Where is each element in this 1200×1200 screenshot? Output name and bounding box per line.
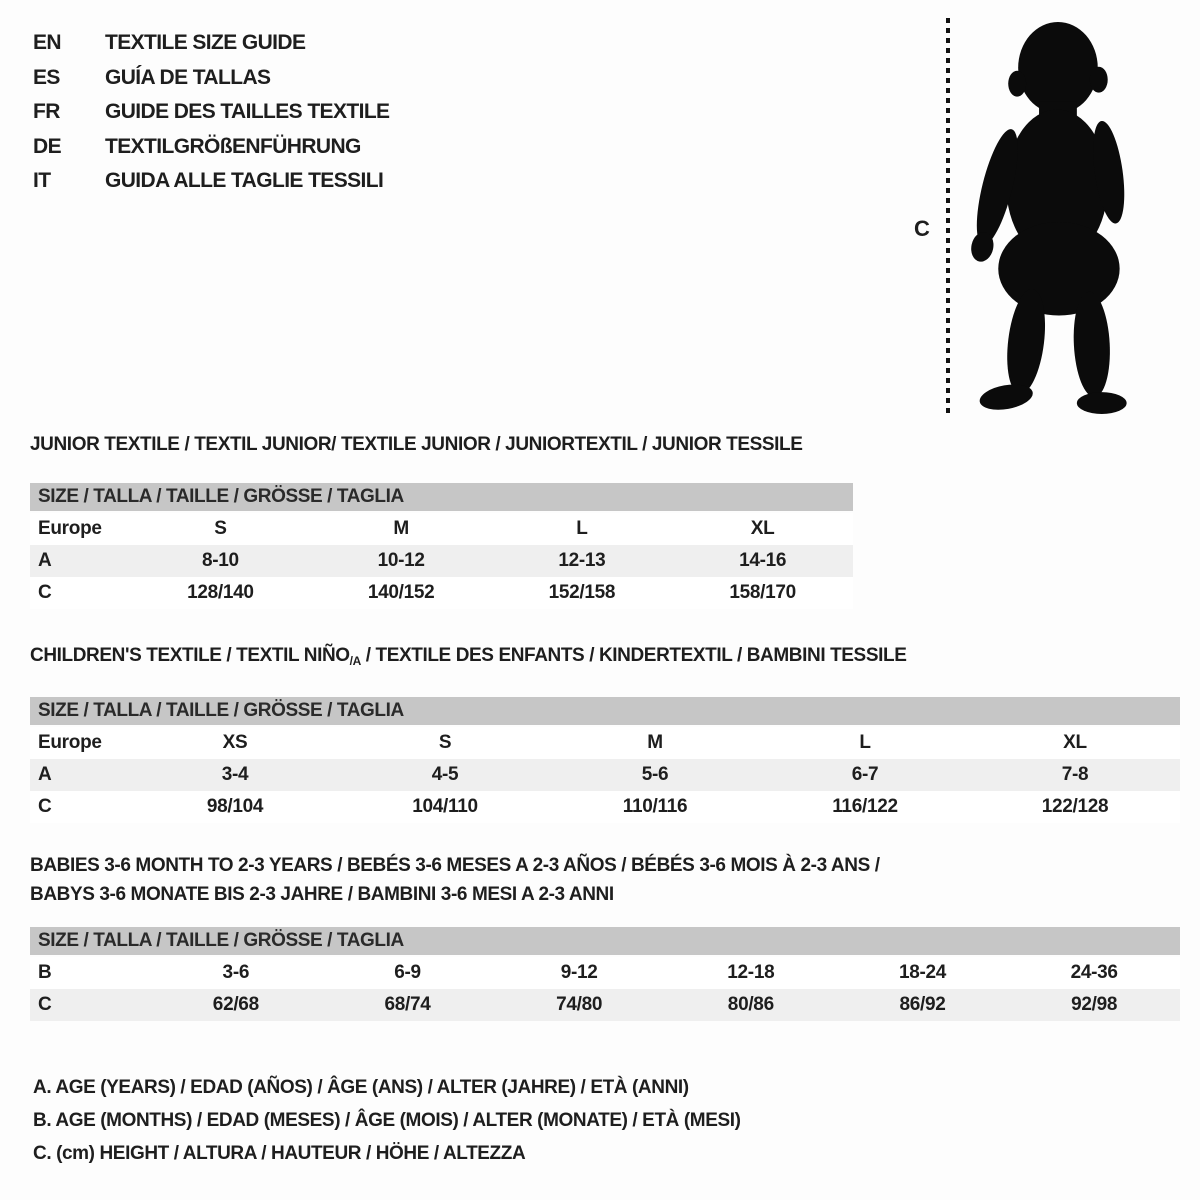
babies-section-title: [30, 851, 1180, 909]
junior-size-table: [30, 483, 853, 609]
legend-line-b: B. AGE (MONTHS) / EDAD (MESES) / ÂGE (MOIS) / ALTER (MONATE) / ETÀ (MESI): [33, 1110, 741, 1131]
babies-row-c-cell-3: 80/86: [727, 994, 774, 1015]
childrens-title-part-2: /A: [349, 654, 361, 668]
babies-size-table: [30, 927, 1180, 1021]
babies-row-b-cell-2: 9-12: [560, 962, 598, 983]
junior-columns-row-cell-0: S: [214, 518, 227, 539]
language-title-list: [33, 26, 389, 199]
babies-row-b-label: B: [38, 962, 52, 983]
junior-row-a-cell-3: 14-16: [739, 550, 787, 571]
legend-line-c: C. (cm) HEIGHT / ALTURA / HAUTEUR / HÖHE / ALTEZZA: [33, 1143, 526, 1164]
lang-label-de: TEXTILGRÖßENFÜHRUNG: [105, 134, 361, 158]
children-row-c-cell-4: 122/128: [1041, 796, 1109, 817]
babies-size-header: SIZE / TALLA / TAILLE / GRÖSSE / TAGLIA: [30, 927, 1180, 955]
legend-line-a: A. AGE (YEARS) / EDAD (AÑOS) / ÂGE (ANS) / ALTER (JAHRE) / ETÀ (ANNI): [33, 1077, 689, 1098]
children-columns-row-cell-1: S: [438, 732, 452, 753]
babies-textile-section: [30, 851, 1180, 1021]
children-row-c-cell-1: 104/110: [412, 796, 478, 817]
junior-row-c-cell-1: 140/152: [367, 582, 435, 603]
babies-row-b: [30, 957, 1180, 989]
junior-columns-row: [30, 513, 853, 545]
children-columns-row-cell-4: XL: [1063, 732, 1087, 753]
children-columns-row-cell-0: XS: [222, 732, 248, 753]
childrens-section-title: [30, 645, 1180, 672]
junior-section-title: JUNIOR TEXTILE / TEXTIL JUNIOR/ TEXTILE JUNIOR / JUNIORTEXTIL / JUNIOR TESSILE: [30, 434, 803, 455]
junior-row-a-label: A: [38, 550, 52, 571]
children-row-c-cell-2: 110/116: [622, 796, 688, 817]
children-columns-row: [30, 727, 1180, 759]
children-columns-row-label: Europe: [38, 732, 102, 753]
babies-row-b-cell-5: 24-36: [1070, 962, 1118, 983]
babies-row-b-cell-1: 6-9: [394, 962, 421, 983]
measurement-legend: [33, 1071, 741, 1170]
babies-row-c: [30, 989, 1180, 1021]
children-columns-row-cell-3: L: [859, 732, 871, 753]
children-row-a-cell-1: 4-5: [431, 764, 459, 785]
junior-columns-row-label: Europe: [38, 518, 102, 539]
children-row-a: [30, 759, 1180, 791]
lang-label-fr: GUIDE DES TAILLES TEXTILE: [105, 100, 390, 124]
babies-row-b-cell-0: 3-6: [222, 962, 250, 983]
lang-label-it: GUIDA ALLE TAGLIE TESSILI: [105, 169, 384, 193]
lang-label-es: GUÍA DE TALLAS: [105, 65, 271, 89]
junior-row-c-cell-3: 158/170: [729, 582, 796, 603]
lang-code-fr: FR: [33, 100, 60, 124]
babies-row-c-cell-2: 74/80: [556, 994, 603, 1015]
children-row-a-label: A: [38, 764, 52, 785]
junior-row-c-cell-2: 152/158: [548, 582, 616, 603]
lang-row-en: [33, 26, 389, 61]
children-row-c: [30, 791, 1180, 823]
lang-row-es: [33, 61, 389, 96]
junior-row-a-cell-2: 12-13: [558, 550, 606, 571]
lang-code-it: IT: [33, 169, 51, 193]
junior-row-a-cell-1: 10-12: [377, 550, 425, 571]
children-columns-row-cell-2: M: [647, 732, 663, 753]
lang-row-fr: [33, 95, 389, 130]
lang-label-en: TEXTILE SIZE GUIDE: [105, 31, 306, 55]
height-measure-label: C: [914, 216, 930, 241]
junior-row-a: [30, 545, 853, 577]
children-row-a-cell-3: 6-7: [851, 764, 879, 785]
children-size-header: SIZE / TALLA / TAILLE / GRÖSSE / TAGLIA: [30, 697, 1180, 725]
junior-columns-row-cell-2: L: [576, 518, 588, 539]
babies-row-b-cell-3: 12-18: [727, 962, 775, 983]
junior-row-c-cell-0: 128/140: [187, 582, 254, 603]
babies-row-c-cell-5: 92/98: [1071, 994, 1118, 1015]
babies-row-c-cell-4: 86/92: [899, 994, 946, 1015]
babies-row-c-label: C: [38, 994, 52, 1015]
lang-code-en: EN: [33, 31, 61, 55]
junior-columns-row-cell-3: XL: [750, 518, 775, 539]
children-row-c-cell-0: 98/104: [206, 796, 264, 817]
toddler-silhouette-icon: [965, 18, 1135, 416]
children-row-a-cell-4: 7-8: [1061, 764, 1089, 785]
childrens-textile-section: [30, 645, 1180, 823]
lang-row-de: [33, 130, 389, 165]
lang-code-es: ES: [33, 65, 60, 89]
babies-title-line-2: BABYS 3-6 MONATE BIS 2-3 JAHRE / BAMBINI 3-6 MESI A 2-3 ANNI: [30, 884, 614, 905]
babies-row-b-cell-4: 18-24: [898, 962, 947, 983]
childrens-title-part-3: / TEXTILE DES ENFANTS / KINDERTEXTIL / BAMBINI TESSILE: [360, 645, 907, 666]
junior-row-c: [30, 577, 853, 609]
children-row-a-cell-0: 3-4: [221, 764, 249, 785]
junior-row-c-label: C: [38, 582, 52, 603]
junior-textile-section: [30, 434, 853, 609]
lang-code-de: DE: [33, 134, 61, 158]
babies-row-c-cell-0: 62/68: [212, 994, 259, 1015]
children-row-c-cell-3: 116/122: [832, 796, 898, 817]
junior-columns-row-cell-1: M: [393, 518, 409, 539]
childrens-title-part-1: CHILDREN'S TEXTILE / TEXTIL NIÑO: [30, 645, 350, 666]
babies-title-line-1: BABIES 3-6 MONTH TO 2-3 YEARS / BEBÉS 3-6 MESES A 2-3 AÑOS / BÉBÉS 3-6 MOIS À 2-3 ANS /: [30, 855, 880, 876]
childrens-size-table: [30, 697, 1180, 823]
children-row-c-label: C: [38, 796, 52, 817]
children-row-a-cell-2: 5-6: [641, 764, 669, 785]
height-measure-dashed-line: [944, 16, 952, 418]
babies-row-c-cell-1: 68/74: [384, 994, 431, 1015]
junior-size-header: SIZE / TALLA / TAILLE / GRÖSSE / TAGLIA: [30, 483, 853, 511]
lang-row-it: [33, 164, 389, 199]
junior-row-a-cell-0: 8-10: [201, 550, 239, 571]
